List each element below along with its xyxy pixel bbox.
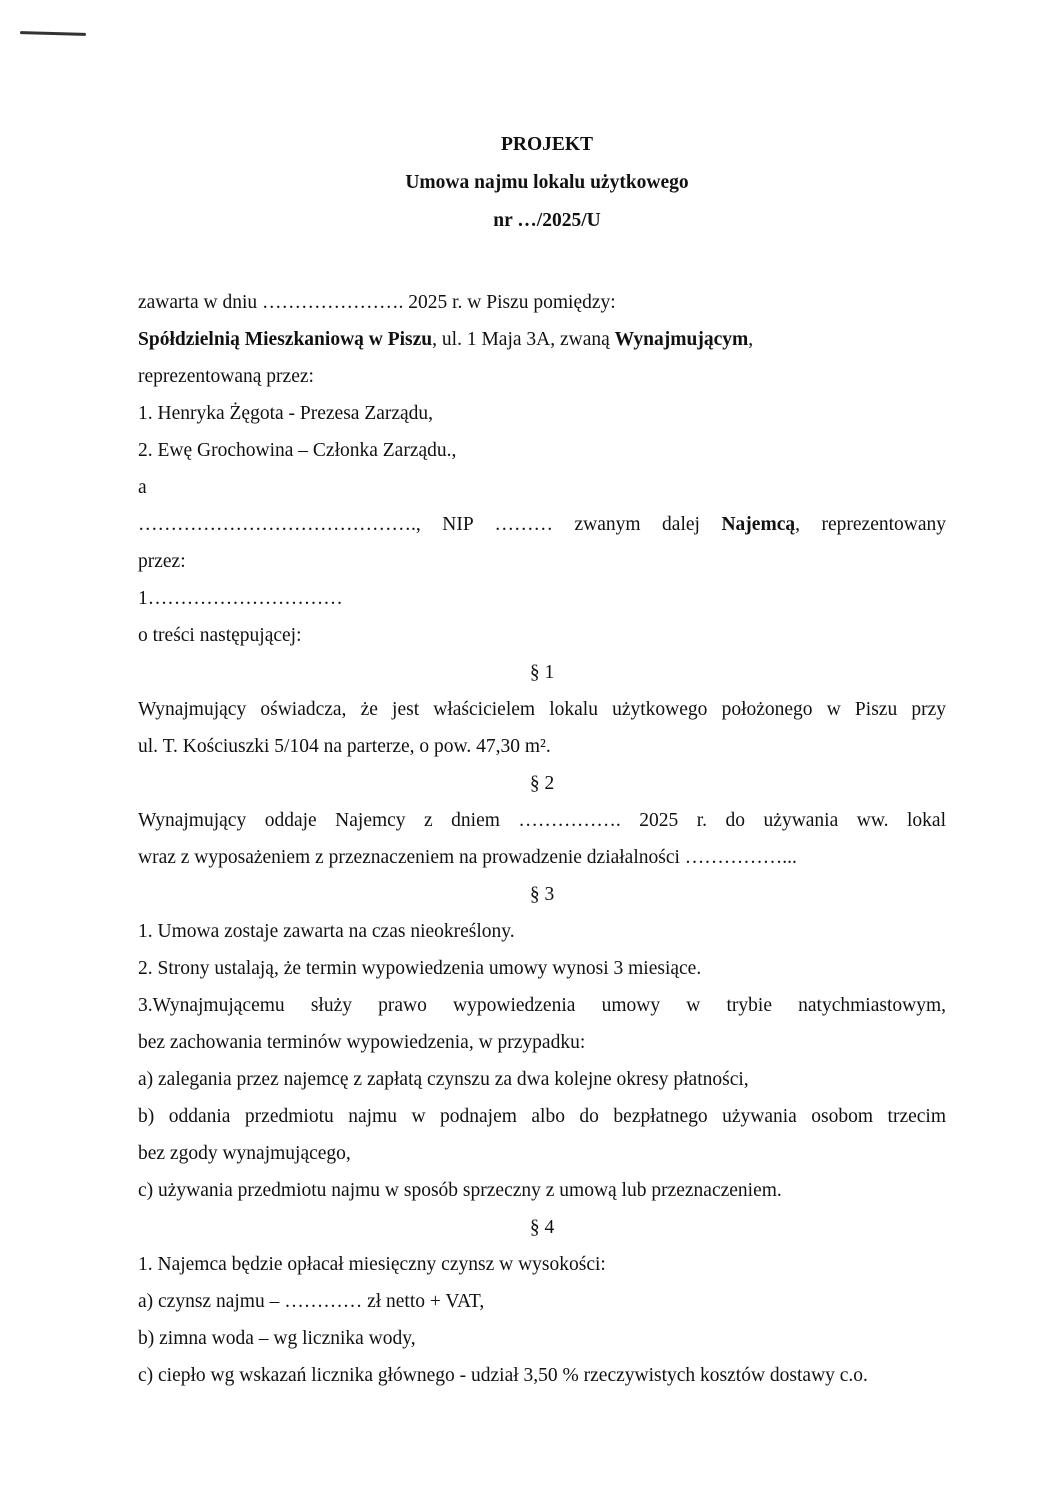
section-3-item-c: c) używania przedmiotu najmu w sposób sprzeczny z umową lub przeznaczeniem.	[138, 1180, 782, 1201]
section-2-line-2: wraz z wyposażeniem z przeznaczeniem na prowadzenie działalności ……………...	[138, 847, 797, 868]
lessor-line-end: ,	[748, 329, 754, 350]
section-1-line-1: Wynajmujący oświadcza, że jest właścicielem lokalu użytkowego położonego w Piszu przy	[138, 699, 946, 720]
section-3-item-b-line-1: b) oddania przedmiotu najmu w podnajem albo do bezpłatnego używania osobom trzecim	[138, 1106, 946, 1127]
section-3-point-3-line-2: bez zachowania terminów wypowiedzenia, w przypadku:	[138, 1032, 586, 1053]
spacer	[138, 240, 946, 284]
conjunction-and: a	[138, 477, 147, 498]
lessor-line	[138, 321, 946, 358]
section-3-heading: § 3	[529, 884, 555, 905]
tenant-represented: , reprezentowany	[795, 514, 947, 535]
representative-2: 2. Ewę Grochowina – Członka Zarządu.,	[138, 440, 457, 461]
draft-label: PROJEKT	[500, 134, 594, 155]
section-2-line-1: Wynajmujący oddaje Najemcy z dniem ……………. 2025 r. do używania ww. lokal	[138, 810, 946, 831]
tenant-line	[138, 506, 946, 543]
content-intro: o treści następującej:	[138, 625, 302, 646]
tenant-role: Najemcą	[721, 514, 796, 535]
tenant-placeholder: ……………………………………., NIP ……… zwanym dalej	[138, 514, 722, 535]
lessor-address: , ul. 1 Maja 3A, zwaną	[432, 329, 615, 350]
lessor-role: Wynajmującym	[614, 329, 749, 350]
document-number: nr …/2025/U	[493, 210, 601, 231]
section-1-heading: § 1	[529, 662, 555, 683]
tenant-by: przez:	[138, 551, 186, 572]
lessor-name: Spółdzielnią Mieszkaniową w Piszu	[138, 329, 433, 350]
contract-date-line: zawarta w dniu …………………. 2025 r. w Piszu pomiędzy:	[138, 292, 616, 313]
section-4-point-1: 1. Najemca będzie opłacał miesięczny czynsz w wysokości:	[138, 1254, 606, 1275]
section-2-heading: § 2	[529, 773, 555, 794]
represented-by: reprezentowaną przez:	[138, 366, 314, 387]
section-3-point-1: 1. Umowa zostaje zawarta na czas nieokreślony.	[138, 921, 515, 942]
document-page	[138, 126, 946, 1394]
section-4-item-c: c) ciepło wg wskazań licznika głównego - udział 3,50 % rzeczywistych kosztów dostawy c.o.	[138, 1365, 868, 1386]
section-4-item-b: b) zimna woda – wg licznika wody,	[138, 1328, 416, 1349]
section-3-point-2: 2. Strony ustalają, że termin wypowiedzenia umowy wynosi 3 miesiące.	[138, 958, 702, 979]
section-3-item-b-line-2: bez zgody wynajmującego,	[138, 1143, 351, 1164]
representative-1: 1. Henryka Żęgota - Prezesa Zarządu,	[138, 403, 434, 424]
document-title: Umowa najmu lokalu użytkowego	[405, 172, 689, 193]
section-1-line-2: ul. T. Kościuszki 5/104 na parterze, o pow. 47,30 m².	[138, 736, 551, 757]
section-3-item-a: a) zalegania przez najemcę z zapłatą czynszu za dwa kolejne okresy płatności,	[138, 1069, 749, 1090]
tenant-representative: 1…………………………	[138, 588, 343, 609]
section-3-point-3-line-1: 3.Wynajmującemu służy prawo wypowiedzenia umowy w trybie natychmiastowym,	[138, 995, 946, 1016]
scan-artifact	[20, 31, 86, 36]
section-4-heading: § 4	[529, 1217, 555, 1238]
section-4-item-a: a) czynsz najmu – ………… zł netto + VAT,	[138, 1291, 485, 1312]
